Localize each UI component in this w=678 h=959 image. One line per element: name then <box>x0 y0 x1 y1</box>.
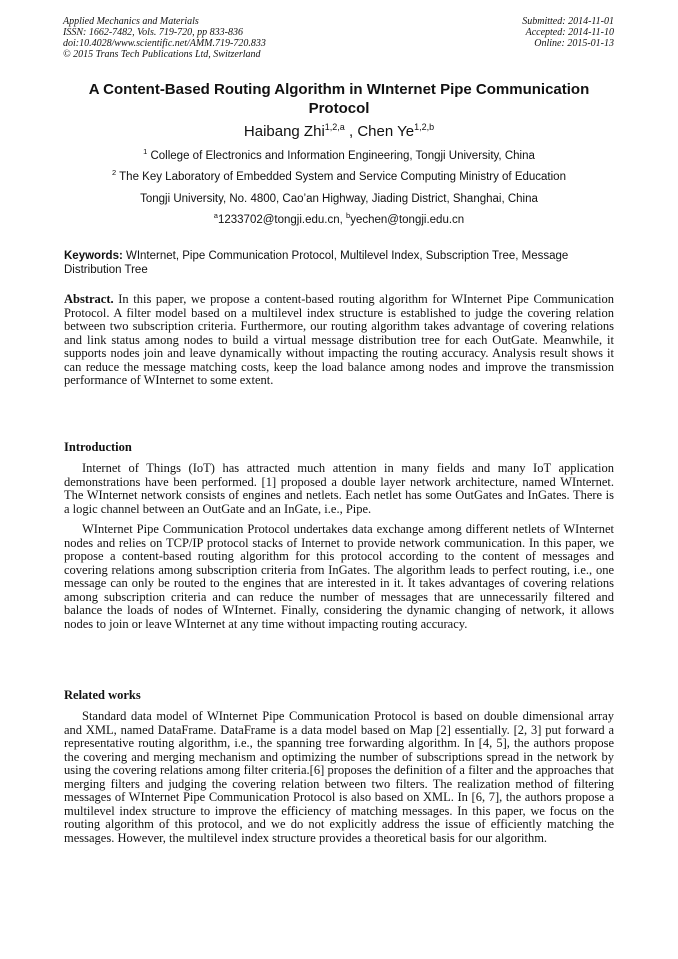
abstract-label: Abstract. <box>64 292 114 306</box>
section-heading-related-works: Related works <box>64 688 141 702</box>
accepted-date: Accepted: 2014-11-10 <box>525 27 614 38</box>
abstract-text: In this paper, we propose a content-based routing algorithm for WInternet Pipe Communication Protocol. A filter model based on a multilevel index structure is established to judge the covering relation between two subscription criteria. Furthermore, our routing algorithm takes advantage of covering relations and link status among nodes to build a virtual message distribution tree for each OutGate. Meanwhile, it supports nodes join and leave dynamically without impacting the routing accuracy. Analysis result shows it can reduce the message matching costs, keep the load balance among nodes and improve the transmission performance of WInternet to some extent. <box>64 292 614 387</box>
keywords-label: Keywords: <box>64 250 123 262</box>
paper-title: A Content-Based Routing Algorithm in WInternet Pipe Communication Protocol <box>88 81 590 117</box>
intro-paragraph-2: WInternet Pipe Communication Protocol undertakes data exchange among different netlets of WInternet nodes and relies on TCP/IP protocol stacks of Internet to provide network communication. In this paper, we propose a content-based routing algorithm for this protocol according to the content of messages and covering relations among subscription criteria from InGates. The algorithm leads to perfect routing, i.e., one message can only be routed to the engines that are interested in it. It takes advantages of covering relations among subscription criteria and can reduce the number of messages that are unnecessarily filtered and balance the loads of nodes of WInternet. Finally, considering the dynamic changing of network, it allows nodes to join or leave WInternet at any time without impacting routing accuracy. <box>64 522 614 631</box>
journal-name: Applied Mechanics and Materials <box>63 16 199 27</box>
issn-line: ISSN: 1662-7482, Vols. 719-720, pp 833-836 <box>63 27 243 38</box>
copyright-line: © 2015 Trans Tech Publications Ltd, Switzerland <box>63 49 261 60</box>
related-paragraph-1: Standard data model of WInternet Pipe Communication Protocol is based on double dimensional array and XML, named DataFrame. DataFrame is a data model based on Map [2] essentially. [2, 3] put forward a representative routing algorithm, i.e., the spanning tree forwarding algorithm. In [4, 5], the authors propose the covering and merging mechanism and optimizing the number of subscriptions spread in the network by using the covering relations among filter criteria.[6] proposes the definition of a filter and the approaches that merging filters and judging the covering relation between two filters. The realization method of filtering messages of WInternet Pipe Communication Protocol is also based on XML. In [6, 7], the authors propose a multilevel index structure to improve the efficiency of matching messages. In this paper, we focus on the routing algorithm of this protocol, and we do not explicitly address the issue of efficiently matching the messages. However, the multilevel index structure provides a theoretical basis for our algorithm. <box>64 709 614 845</box>
author-name: Haibang Zhi <box>243 123 325 140</box>
affiliation-2-address: Tongji University, No. 4800, Cao’an Highway, Jiading District, Shanghai, China <box>140 193 538 205</box>
email-sup: a <box>213 211 218 220</box>
affil-sup: 1 <box>143 147 148 156</box>
affil-sup: 2 <box>112 168 117 177</box>
intro-paragraph-1: Internet of Things (IoT) has attracted much attention in many fields and many IoT application demonstrations have been performed. [1] proposed a double layer network architecture, named WInternet. The WInternet network consists of engines and netlets. Each netlet has some OutGates and InGates. There is a logic channel between an OutGate and an InGate, i.e., Pipe. <box>64 461 614 516</box>
abstract <box>64 293 614 388</box>
author-separator: , <box>344 123 358 140</box>
section-heading-introduction: Introduction <box>64 440 132 454</box>
email-link[interactable]: yechen@tongji.edu.cn <box>350 214 465 226</box>
email-sup: b <box>346 211 351 220</box>
keywords <box>64 249 614 277</box>
email-link[interactable]: 1233702@tongji.edu.cn, <box>217 214 347 226</box>
affil-text: College of Electronics and Information Engineering, Tongji University, China <box>147 150 535 162</box>
affil-text: The Key Laboratory of Embedded System and Service Computing Ministry of Education <box>116 171 566 183</box>
author-affil-sup: 1,2,a <box>324 122 345 132</box>
keywords-text: WInternet, Pipe Communication Protocol, Multilevel Index, Subscription Tree, Message Distribution Tree <box>64 250 569 276</box>
date-info <box>522 16 614 49</box>
doi-line: doi:10.4028/www.scientific.net/AMM.719-720.833 <box>63 38 266 49</box>
online-date: Online: 2015-01-13 <box>534 38 614 49</box>
submitted-date: Submitted: 2014-11-01 <box>522 16 614 27</box>
affiliation-2 <box>60 168 618 183</box>
author-name: Chen Ye <box>357 123 415 140</box>
journal-info <box>63 16 266 60</box>
author-affil-sup: 1,2,b <box>414 122 435 132</box>
author-emails <box>60 211 618 226</box>
affiliation-1 <box>60 147 618 162</box>
author-line <box>60 123 618 140</box>
